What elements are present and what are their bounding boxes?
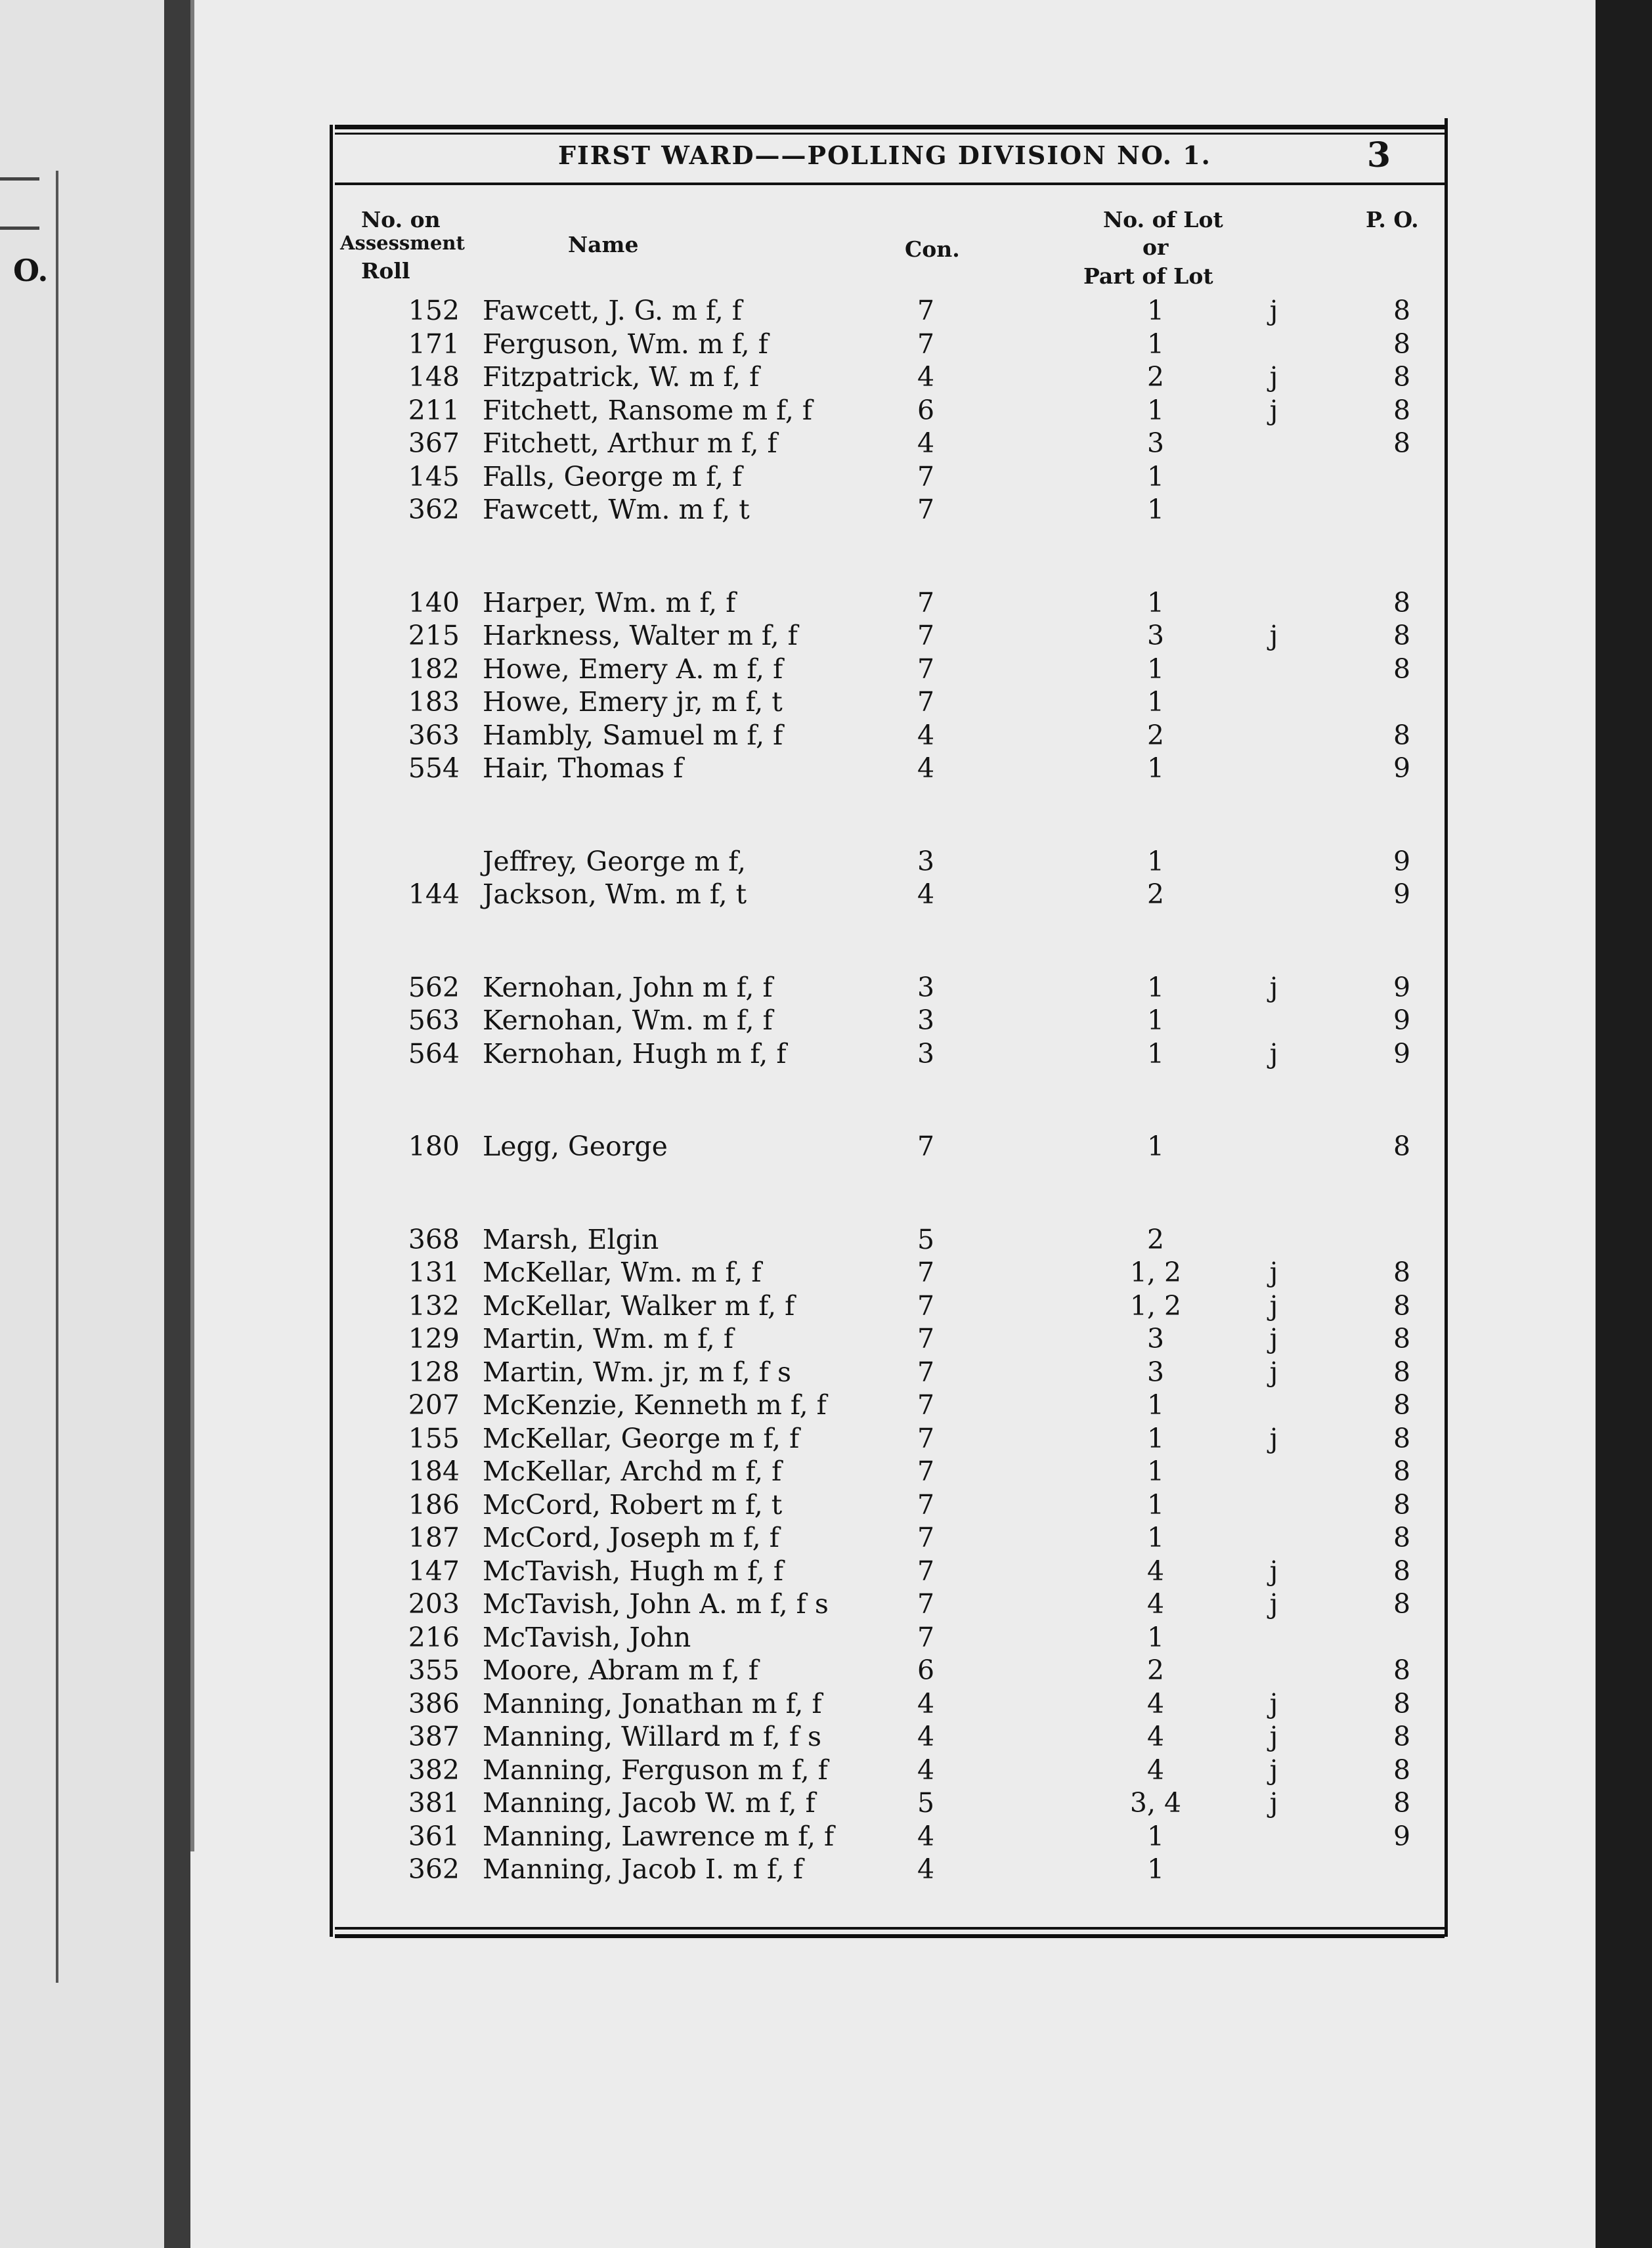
adjacent-page-text: O. bbox=[13, 253, 49, 288]
roll-number-cell: 564 bbox=[408, 1037, 460, 1070]
post-office-cell: 8 bbox=[1393, 1754, 1411, 1786]
col-name: Name bbox=[568, 232, 639, 257]
page-number: 3 bbox=[1366, 135, 1392, 175]
table-row bbox=[335, 294, 1445, 327]
lot-cell: 1 bbox=[1146, 494, 1165, 525]
table-row bbox=[335, 1004, 1445, 1037]
concession-cell: 7 bbox=[917, 1323, 935, 1354]
concession-cell: 5 bbox=[917, 1223, 935, 1255]
table-row bbox=[335, 1289, 1445, 1322]
name-cell: Manning, Willard m f, f s bbox=[483, 1721, 822, 1752]
col-lot-line2: or bbox=[1142, 234, 1169, 260]
post-office-cell: 9 bbox=[1393, 878, 1411, 910]
lot-cell: 1 bbox=[1146, 1037, 1165, 1070]
table-row bbox=[335, 1720, 1445, 1753]
lot-cell: 2 bbox=[1146, 1223, 1165, 1255]
col-lot-line1: No. of Lot bbox=[1103, 207, 1223, 232]
name-cell: Howe, Emery A. m f, f bbox=[483, 653, 783, 685]
bottom-rule bbox=[335, 1927, 1445, 1930]
lot-cell: 1 bbox=[1146, 1131, 1165, 1162]
post-office-cell: 8 bbox=[1393, 586, 1411, 618]
concession-cell: 7 bbox=[917, 1522, 935, 1553]
concession-cell: 4 bbox=[917, 1754, 935, 1786]
concession-cell: 3 bbox=[917, 1037, 935, 1070]
roll-number-cell: 128 bbox=[408, 1356, 460, 1388]
name-cell: McKellar, George m f, f bbox=[483, 1422, 800, 1454]
concession-cell: 7 bbox=[917, 1456, 935, 1487]
name-cell: Martin, Wm. jr, m f, f s bbox=[483, 1356, 791, 1388]
bottom-rule bbox=[335, 1934, 1445, 1938]
juror-mark-cell: j bbox=[1269, 1356, 1278, 1388]
name-cell: Manning, Ferguson m f, f bbox=[483, 1754, 828, 1786]
lot-cell: 1 bbox=[1146, 328, 1165, 360]
post-office-cell: 8 bbox=[1393, 620, 1411, 651]
name-cell: Marsh, Elgin bbox=[483, 1223, 659, 1255]
lot-cell: 2 bbox=[1146, 719, 1165, 751]
name-cell: McTavish, Hugh m f, f bbox=[483, 1555, 784, 1587]
adjacent-page-fragment bbox=[0, 0, 164, 2248]
post-office-cell: 8 bbox=[1393, 1787, 1411, 1819]
col-no-line2: Assessment bbox=[340, 232, 465, 254]
name-cell: Hair, Thomas f bbox=[483, 752, 684, 784]
name-cell: Jackson, Wm. m f, t bbox=[483, 878, 747, 910]
table-row bbox=[335, 685, 1445, 718]
post-office-cell: 9 bbox=[1393, 971, 1411, 1003]
col-no-line1: No. on bbox=[361, 207, 441, 232]
table-row bbox=[335, 1853, 1445, 1886]
voters-list-table bbox=[335, 125, 1445, 1950]
table-row bbox=[335, 1422, 1445, 1455]
name-cell: Moore, Abram m f, f bbox=[483, 1654, 758, 1686]
post-office-cell: 8 bbox=[1393, 427, 1411, 459]
concession-cell: 4 bbox=[917, 1853, 935, 1885]
table-row bbox=[335, 493, 1445, 526]
concession-cell: 7 bbox=[917, 686, 935, 718]
name-cell: Fawcett, Wm. m f, t bbox=[483, 494, 750, 525]
table-row bbox=[335, 878, 1445, 911]
lot-cell: 3, 4 bbox=[1129, 1787, 1182, 1819]
post-office-cell: 8 bbox=[1393, 1522, 1411, 1553]
lot-cell: 4 bbox=[1146, 1687, 1165, 1719]
lot-cell: 1 bbox=[1146, 586, 1165, 618]
left-border bbox=[330, 125, 333, 1937]
roll-number-cell: 184 bbox=[408, 1456, 460, 1487]
table-row bbox=[335, 1521, 1445, 1554]
table-row bbox=[335, 1256, 1445, 1289]
concession-cell: 7 bbox=[917, 1422, 935, 1454]
post-office-cell: 8 bbox=[1393, 1356, 1411, 1388]
roll-number-cell: 145 bbox=[408, 460, 460, 492]
name-cell: McKellar, Walker m f, f bbox=[483, 1289, 795, 1322]
adjacent-page-rule bbox=[0, 177, 39, 181]
roll-number-cell: 144 bbox=[408, 878, 460, 910]
table-row bbox=[335, 845, 1445, 878]
roll-number-cell: 131 bbox=[408, 1257, 460, 1288]
roll-number-cell: 216 bbox=[408, 1621, 460, 1653]
concession-cell: 7 bbox=[917, 586, 935, 618]
table-row bbox=[335, 1654, 1445, 1687]
concession-cell: 7 bbox=[917, 494, 935, 525]
concession-cell: 4 bbox=[917, 752, 935, 784]
lot-cell: 1 bbox=[1146, 1853, 1165, 1885]
post-office-cell: 8 bbox=[1393, 361, 1411, 393]
name-cell: Harkness, Walter m f, f bbox=[483, 620, 798, 651]
juror-mark-cell: j bbox=[1269, 1257, 1278, 1288]
roll-number-cell: 211 bbox=[408, 394, 460, 426]
concession-cell: 3 bbox=[917, 845, 935, 877]
roll-number-cell: 562 bbox=[408, 971, 460, 1003]
name-cell: McKellar, Archd m f, f bbox=[483, 1456, 782, 1487]
post-office-cell: 8 bbox=[1393, 719, 1411, 751]
post-office-cell: 8 bbox=[1393, 1456, 1411, 1487]
post-office-cell: 8 bbox=[1393, 1654, 1411, 1686]
concession-cell: 7 bbox=[917, 1621, 935, 1653]
lot-cell: 1, 2 bbox=[1129, 1289, 1182, 1322]
table-row bbox=[335, 460, 1445, 493]
name-cell: Fitzpatrick, W. m f, f bbox=[483, 361, 760, 393]
roll-number-cell: 183 bbox=[408, 686, 460, 718]
col-con: Con. bbox=[905, 236, 960, 262]
concession-cell: 7 bbox=[917, 460, 935, 492]
name-cell: Kernohan, Wm. m f, f bbox=[483, 1005, 773, 1036]
table-row bbox=[335, 427, 1445, 460]
table-row bbox=[335, 653, 1445, 685]
lot-cell: 1 bbox=[1146, 1389, 1165, 1421]
lot-cell: 1 bbox=[1146, 1522, 1165, 1553]
post-office-cell: 9 bbox=[1393, 845, 1411, 877]
juror-mark-cell: j bbox=[1269, 295, 1278, 326]
roll-number-cell: 187 bbox=[408, 1522, 460, 1553]
lot-cell: 1 bbox=[1146, 1820, 1165, 1852]
roll-number-cell: 180 bbox=[408, 1131, 460, 1162]
table-row bbox=[335, 719, 1445, 752]
col-po: P. O. bbox=[1366, 207, 1419, 232]
table-row bbox=[335, 1488, 1445, 1521]
lot-cell: 4 bbox=[1146, 1588, 1165, 1620]
post-office-cell: 8 bbox=[1393, 1289, 1411, 1322]
juror-mark-cell: j bbox=[1269, 1555, 1278, 1587]
post-office-cell: 8 bbox=[1393, 1687, 1411, 1719]
lot-cell: 1 bbox=[1146, 1422, 1165, 1454]
table-row bbox=[335, 360, 1445, 393]
name-cell: Ferguson, Wm. m f, f bbox=[483, 328, 768, 360]
lot-cell: 4 bbox=[1146, 1754, 1165, 1786]
juror-mark-cell: j bbox=[1269, 620, 1278, 651]
concession-cell: 7 bbox=[917, 1131, 935, 1162]
name-cell: Manning, Jacob I. m f, f bbox=[483, 1853, 803, 1885]
post-office-cell: 9 bbox=[1393, 1037, 1411, 1070]
concession-cell: 6 bbox=[917, 1654, 935, 1686]
table-row bbox=[335, 1588, 1445, 1620]
juror-mark-cell: j bbox=[1269, 971, 1278, 1003]
page-header bbox=[335, 135, 1445, 176]
name-cell: Jeffrey, George m f, bbox=[483, 845, 746, 877]
concession-cell: 4 bbox=[917, 361, 935, 393]
concession-cell: 4 bbox=[917, 1820, 935, 1852]
concession-cell: 7 bbox=[917, 1488, 935, 1521]
lot-cell: 1 bbox=[1146, 295, 1165, 326]
post-office-cell: 8 bbox=[1393, 1422, 1411, 1454]
roll-number-cell: 386 bbox=[408, 1687, 460, 1719]
concession-cell: 7 bbox=[917, 295, 935, 326]
post-office-cell: 8 bbox=[1393, 1257, 1411, 1288]
name-cell: McKenzie, Kenneth m f, f bbox=[483, 1389, 827, 1421]
lot-cell: 4 bbox=[1146, 1555, 1165, 1587]
roll-number-cell: 171 bbox=[408, 328, 460, 360]
concession-cell: 6 bbox=[917, 394, 935, 426]
roll-number-cell: 361 bbox=[408, 1820, 460, 1852]
concession-cell: 4 bbox=[917, 427, 935, 459]
table-row bbox=[335, 328, 1445, 360]
name-cell: Manning, Jacob W. m f, f bbox=[483, 1787, 815, 1819]
post-office-cell: 8 bbox=[1393, 1488, 1411, 1521]
document-page bbox=[190, 0, 1596, 2248]
lot-cell: 1 bbox=[1146, 1005, 1165, 1036]
roll-number-cell: 147 bbox=[408, 1555, 460, 1587]
roll-number-cell: 148 bbox=[408, 361, 460, 393]
roll-number-cell: 152 bbox=[408, 295, 460, 326]
table-row bbox=[335, 1130, 1445, 1163]
concession-cell: 4 bbox=[917, 878, 935, 910]
table-row bbox=[335, 1455, 1445, 1488]
name-cell: Harper, Wm. m f, f bbox=[483, 586, 736, 618]
name-cell: Martin, Wm. m f, f bbox=[483, 1323, 734, 1354]
roll-number-cell: 203 bbox=[408, 1588, 460, 1620]
lot-cell: 1 bbox=[1146, 971, 1165, 1003]
roll-number-cell: 186 bbox=[408, 1488, 460, 1521]
name-cell: Fitchett, Arthur m f, f bbox=[483, 427, 777, 459]
concession-cell: 7 bbox=[917, 1356, 935, 1388]
post-office-cell: 8 bbox=[1393, 295, 1411, 326]
table-row bbox=[335, 586, 1445, 619]
table-row bbox=[335, 1223, 1445, 1256]
top-double-rule bbox=[335, 133, 1445, 135]
table-row bbox=[335, 1820, 1445, 1853]
juror-mark-cell: j bbox=[1269, 1323, 1278, 1354]
lot-cell: 1 bbox=[1146, 845, 1165, 877]
concession-cell: 3 bbox=[917, 1005, 935, 1036]
concession-cell: 4 bbox=[917, 1721, 935, 1752]
table-row bbox=[335, 1037, 1445, 1070]
concession-cell: 7 bbox=[917, 328, 935, 360]
name-cell: McKellar, Wm. m f, f bbox=[483, 1257, 762, 1288]
lot-cell: 4 bbox=[1146, 1721, 1165, 1752]
concession-cell: 7 bbox=[917, 1555, 935, 1587]
lot-cell: 1 bbox=[1146, 1456, 1165, 1487]
name-cell: Kernohan, Hugh m f, f bbox=[483, 1037, 787, 1070]
table-row bbox=[335, 1389, 1445, 1421]
lot-cell: 3 bbox=[1146, 620, 1165, 651]
juror-mark-cell: j bbox=[1269, 1037, 1278, 1070]
roll-number-cell: 140 bbox=[408, 586, 460, 618]
table-row bbox=[335, 1754, 1445, 1786]
table-row bbox=[335, 752, 1445, 785]
lot-cell: 1 bbox=[1146, 1621, 1165, 1653]
juror-mark-cell: j bbox=[1269, 1754, 1278, 1786]
juror-mark-cell: j bbox=[1269, 1289, 1278, 1322]
name-cell: Legg, George bbox=[483, 1131, 668, 1162]
name-cell: Manning, Jonathan m f, f bbox=[483, 1687, 822, 1719]
roll-number-cell: 355 bbox=[408, 1654, 460, 1686]
roll-number-cell: 207 bbox=[408, 1389, 460, 1421]
juror-mark-cell: j bbox=[1269, 1422, 1278, 1454]
page-title: FIRST WARD——POLLING DIVISION NO. 1. bbox=[558, 140, 1211, 170]
name-cell: Manning, Lawrence m f, f bbox=[483, 1820, 835, 1852]
name-cell: McCord, Robert m f, t bbox=[483, 1488, 783, 1521]
juror-mark-cell: j bbox=[1269, 1687, 1278, 1719]
post-office-cell: 8 bbox=[1393, 1721, 1411, 1752]
concession-cell: 7 bbox=[917, 1257, 935, 1288]
concession-cell: 4 bbox=[917, 719, 935, 751]
lot-cell: 3 bbox=[1146, 1323, 1165, 1354]
post-office-cell: 9 bbox=[1393, 1820, 1411, 1852]
col-lot-line3: Part of Lot bbox=[1083, 263, 1213, 289]
concession-cell: 7 bbox=[917, 620, 935, 651]
roll-number-cell: 362 bbox=[408, 1853, 460, 1885]
post-office-cell: 8 bbox=[1393, 1588, 1411, 1620]
name-cell: Hambly, Samuel m f, f bbox=[483, 719, 783, 751]
roll-number-cell: 367 bbox=[408, 427, 460, 459]
juror-mark-cell: j bbox=[1269, 1787, 1278, 1819]
lot-cell: 2 bbox=[1146, 878, 1165, 910]
table-row bbox=[335, 619, 1445, 652]
table-row bbox=[335, 1786, 1445, 1819]
roll-number-cell: 182 bbox=[408, 653, 460, 685]
lot-cell: 2 bbox=[1146, 361, 1165, 393]
table-row bbox=[335, 1322, 1445, 1355]
concession-cell: 3 bbox=[917, 971, 935, 1003]
roll-number-cell: 368 bbox=[408, 1223, 460, 1255]
post-office-cell: 9 bbox=[1393, 752, 1411, 784]
roll-number-cell: 132 bbox=[408, 1289, 460, 1322]
post-office-cell: 8 bbox=[1393, 394, 1411, 426]
lot-cell: 1, 2 bbox=[1129, 1257, 1182, 1288]
concession-cell: 4 bbox=[917, 1687, 935, 1719]
lot-cell: 2 bbox=[1146, 1654, 1165, 1686]
name-cell: Kernohan, John m f, f bbox=[483, 971, 773, 1003]
roll-number-cell: 563 bbox=[408, 1005, 460, 1036]
adjacent-page-rule bbox=[0, 227, 39, 230]
concession-cell: 7 bbox=[917, 1588, 935, 1620]
name-cell: McTavish, John bbox=[483, 1621, 691, 1653]
post-office-cell: 8 bbox=[1393, 1131, 1411, 1162]
lot-cell: 1 bbox=[1146, 752, 1165, 784]
header-rule bbox=[335, 183, 1445, 185]
lot-cell: 1 bbox=[1146, 1488, 1165, 1521]
roll-number-cell: 215 bbox=[408, 620, 460, 651]
post-office-cell: 8 bbox=[1393, 653, 1411, 685]
juror-mark-cell: j bbox=[1269, 361, 1278, 393]
roll-number-cell: 554 bbox=[408, 752, 460, 784]
post-office-cell: 8 bbox=[1393, 1555, 1411, 1587]
table-row bbox=[335, 394, 1445, 427]
post-office-cell: 9 bbox=[1393, 1005, 1411, 1036]
roll-number-cell: 129 bbox=[408, 1323, 460, 1354]
lot-cell: 3 bbox=[1146, 427, 1165, 459]
name-cell: Fitchett, Ransome m f, f bbox=[483, 394, 813, 426]
name-cell: McTavish, John A. m f, f s bbox=[483, 1588, 829, 1620]
concession-cell: 7 bbox=[917, 1389, 935, 1421]
table-row bbox=[335, 1555, 1445, 1588]
name-cell: Falls, George m f, f bbox=[483, 460, 743, 492]
juror-mark-cell: j bbox=[1269, 1588, 1278, 1620]
roll-number-cell: 382 bbox=[408, 1754, 460, 1786]
lot-cell: 1 bbox=[1146, 460, 1165, 492]
table-row bbox=[335, 1687, 1445, 1720]
concession-cell: 7 bbox=[917, 653, 935, 685]
table-row bbox=[335, 971, 1445, 1004]
name-cell: McCord, Joseph m f, f bbox=[483, 1522, 779, 1553]
lot-cell: 1 bbox=[1146, 394, 1165, 426]
juror-mark-cell: j bbox=[1269, 394, 1278, 426]
roll-number-cell: 363 bbox=[408, 719, 460, 751]
post-office-cell: 8 bbox=[1393, 1389, 1411, 1421]
table-row bbox=[335, 1621, 1445, 1654]
col-no-line3: Roll bbox=[361, 258, 410, 284]
roll-number-cell: 155 bbox=[408, 1422, 460, 1454]
lot-cell: 1 bbox=[1146, 653, 1165, 685]
table-row bbox=[335, 1356, 1445, 1389]
post-office-cell: 8 bbox=[1393, 1323, 1411, 1354]
name-cell: Fawcett, J. G. m f, f bbox=[483, 295, 742, 326]
roll-number-cell: 387 bbox=[408, 1721, 460, 1752]
right-border bbox=[1445, 118, 1448, 1937]
lot-cell: 3 bbox=[1146, 1356, 1165, 1388]
lot-cell: 1 bbox=[1146, 686, 1165, 718]
book-gutter bbox=[164, 0, 190, 2248]
concession-cell: 7 bbox=[917, 1289, 935, 1322]
top-double-rule bbox=[335, 125, 1445, 129]
name-cell: Howe, Emery jr, m f, t bbox=[483, 686, 783, 718]
concession-cell: 5 bbox=[917, 1787, 935, 1819]
post-office-cell: 8 bbox=[1393, 328, 1411, 360]
page-fold bbox=[190, 0, 201, 1851]
roll-number-cell: 362 bbox=[408, 494, 460, 525]
adjacent-page-edge bbox=[0, 171, 58, 1983]
roll-number-cell: 381 bbox=[408, 1787, 460, 1819]
juror-mark-cell: j bbox=[1269, 1721, 1278, 1752]
